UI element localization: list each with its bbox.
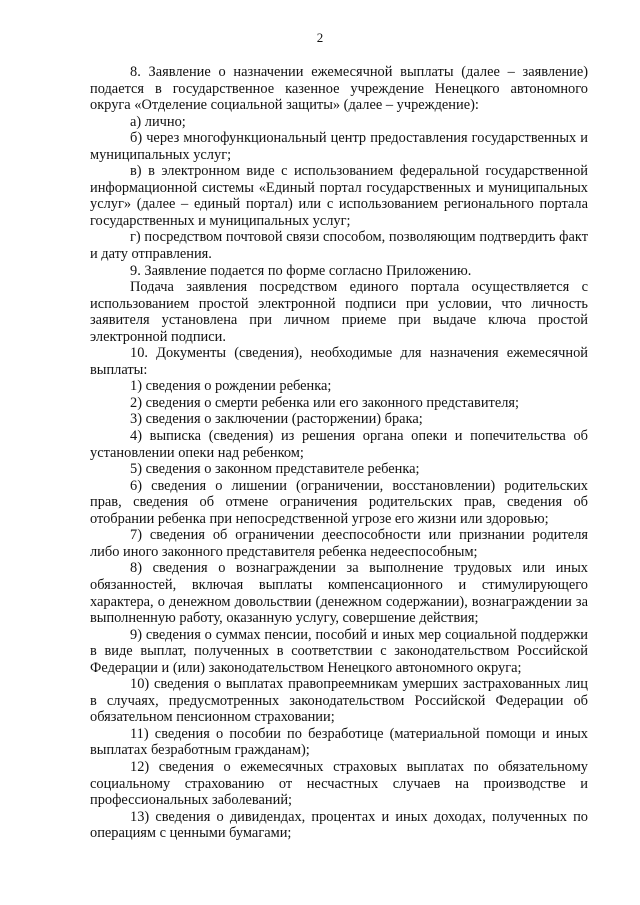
list-item-4: 4) выписка (сведения) из решения органа опеки и попечительства об установлении опеки над ребенком; (90, 428, 588, 461)
paragraph-8g: г) посредством почтовой связи способом, позволяющим подтвердить факт и дату отправления. (90, 229, 588, 263)
paragraph-8v: в) в электронном виде с использованием федеральной государственной информационной системы «Единый портал государственных и муниципальных услуг» (далее – единый портал) или с использованием регионального портала государственных и муниципальных услуг; (90, 163, 588, 229)
list-item-1: 1) сведения о рождении ребенка; (130, 378, 332, 395)
paragraph-10: 10. Документы (сведения), необходимые для назначения ежемесячной выплаты: (90, 345, 588, 378)
paragraph-8: 8. Заявление о назначении ежемесячной выплаты (далее – заявление) подается в государственное казенное учреждение Ненецкого автономного округа «Отделение социальной защиты» (далее – учреждение): (90, 64, 588, 114)
list-item-6: 6) сведения о лишении (ограничении, восстановлении) родительских прав, сведения об отмене ограничения родительских прав, сведения об отобрании ребенка при непосредственной угрозе его жизни или здоровью; (90, 477, 588, 527)
paragraph-8a: а) лично; (130, 113, 186, 130)
paragraph-8b: б) через многофункциональный центр предоставления государственных и муниципальных услуг; (90, 130, 588, 163)
list-item-11: 11) сведения о пособии по безработице (материальной помощи и иных выплатах безработным гражданам); (90, 725, 588, 759)
paragraph-9-portal: Подача заявления посредством единого портала осуществляется с использованием простой электронной подписи при условии, что личность заявителя установлена при личном приеме при выдаче ключа простой электронной подписи. (90, 279, 588, 345)
paragraph-9: 9. Заявление подается по форме согласно Приложению. (130, 262, 472, 279)
list-item-5: 5) сведения о законном представителе ребенка; (130, 461, 420, 478)
list-item-8: 8) сведения о вознаграждении за выполнение трудовых или иных обязанностей, включая выплаты компенсационного и стимулирующего характера, о денежном довольствии (денежном содержании), вознаграждении за выполненную работу, оказанную услугу, совершение действия; (90, 560, 588, 627)
document-body (90, 64, 588, 842)
page-number: 2 (316, 30, 324, 45)
list-item-7: 7) сведения об ограничении дееспособности или признании родителя либо иного законного представителя ребенка недееспособным; (90, 527, 588, 560)
list-item-2: 2) сведения о смерти ребенка или его законного представителя; (130, 394, 520, 411)
list-item-10: 10) сведения о выплатах правопреемникам умерших застрахованных лиц в случаях, предусмотренных законодательством Российской Федерации об обязательном пенсионном страховании; (90, 676, 588, 726)
list-item-12: 12) сведения о ежемесячных страховых выплатах по обязательному социальному страхованию от несчастных случаев на производстве и профессиональных заболеваний; (90, 758, 588, 809)
list-item-9: 9) сведения о суммах пенсии, пособий и иных мер социальной поддержки в виде выплат, полученных в соответствии с законодательством Российской Федерации и (или) законодательством Ненецкого автономного округа; (90, 626, 588, 676)
list-item-3: 3) сведения о заключении (расторжении) брака; (130, 411, 423, 428)
list-item-13: 13) сведения о дивидендах, процентах и иных доходах, полученных по операциям с ценными бумагами; (90, 808, 588, 842)
